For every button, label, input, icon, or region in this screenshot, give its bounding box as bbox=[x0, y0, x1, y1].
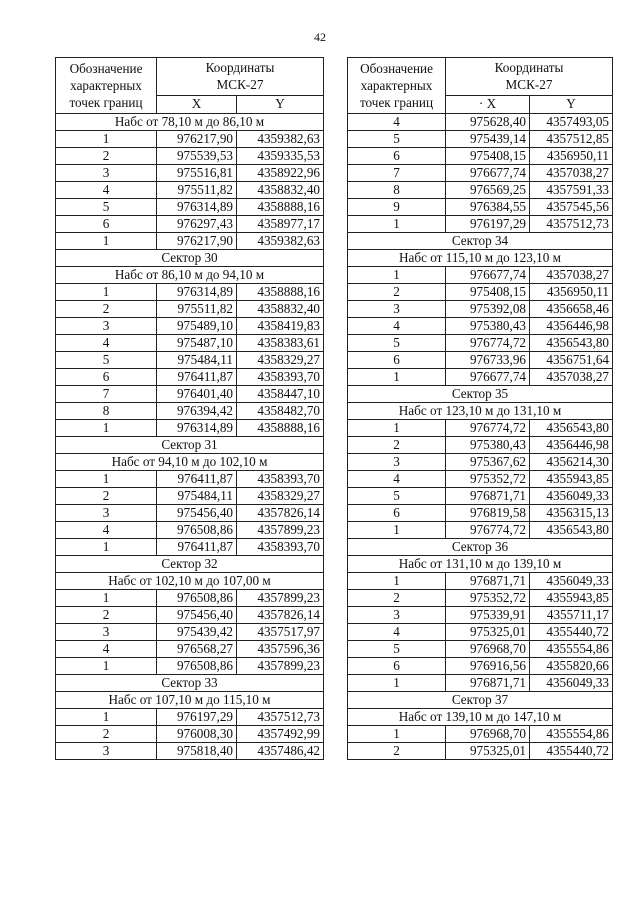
x-coordinate-cell: 975325,01 bbox=[446, 743, 530, 760]
x-coordinate-cell: 976008,30 bbox=[157, 726, 237, 743]
y-coordinate-cell: 4357492,99 bbox=[237, 726, 324, 743]
section-label: Сектор 33 bbox=[56, 675, 324, 692]
x-coordinate-cell: 976394,42 bbox=[157, 403, 237, 420]
point-number-cell: 4 bbox=[56, 182, 157, 199]
x-coordinate-cell: 975489,10 bbox=[157, 318, 237, 335]
table-row bbox=[56, 726, 324, 743]
y-coordinate-cell: 4358888,16 bbox=[237, 284, 324, 301]
y-axis-header: Y bbox=[530, 95, 613, 113]
x-coordinate-cell: 976677,74 bbox=[446, 369, 530, 386]
y-coordinate-cell: 4357512,73 bbox=[237, 709, 324, 726]
section-label: Сектор 36 bbox=[348, 539, 613, 556]
y-coordinate-cell: 4359382,63 bbox=[237, 131, 324, 148]
y-coordinate-cell: 4356446,98 bbox=[530, 318, 613, 335]
section-label: Сектор 31 bbox=[56, 437, 324, 454]
y-coordinate-cell: 4357486,42 bbox=[237, 743, 324, 760]
point-number-cell: 1 bbox=[56, 284, 157, 301]
y-coordinate-cell: 4356658,46 bbox=[530, 301, 613, 318]
coordinates-table-left bbox=[55, 57, 324, 760]
y-coordinate-cell: 4358329,27 bbox=[237, 488, 324, 505]
section-row bbox=[348, 250, 613, 267]
x-coordinate-cell: 976774,72 bbox=[446, 522, 530, 539]
x-coordinate-cell: 975511,82 bbox=[157, 301, 237, 318]
section-label: Сектор 34 bbox=[348, 233, 613, 250]
point-number-cell: 3 bbox=[56, 624, 157, 641]
x-coordinate-cell: 976677,74 bbox=[446, 165, 530, 182]
x-coordinate-cell: 975352,72 bbox=[446, 590, 530, 607]
y-coordinate-cell: 4359382,63 bbox=[237, 233, 324, 250]
y-coordinate-cell: 4356446,98 bbox=[530, 437, 613, 454]
table-row bbox=[56, 505, 324, 522]
section-row bbox=[348, 403, 613, 420]
x-coordinate-cell: 976384,55 bbox=[446, 199, 530, 216]
x-coordinate-cell: 975408,15 bbox=[446, 284, 530, 301]
x-coordinate-cell: 975367,62 bbox=[446, 454, 530, 471]
x-coordinate-cell: 975511,82 bbox=[157, 182, 237, 199]
point-number-cell: 1 bbox=[56, 131, 157, 148]
point-number-cell: 5 bbox=[56, 352, 157, 369]
x-coordinate-cell: 976677,74 bbox=[446, 267, 530, 284]
y-coordinate-cell: 4358922,96 bbox=[237, 165, 324, 182]
x-coordinate-cell: 975339,91 bbox=[446, 607, 530, 624]
y-coordinate-cell: 4356543,80 bbox=[530, 335, 613, 352]
point-number-cell: 1 bbox=[348, 267, 446, 284]
point-number-cell: 1 bbox=[348, 522, 446, 539]
point-number-cell: 2 bbox=[56, 301, 157, 318]
point-number-cell: 4 bbox=[348, 624, 446, 641]
section-row bbox=[348, 539, 613, 556]
y-coordinate-cell: 4358888,16 bbox=[237, 199, 324, 216]
y-coordinate-cell: 4356751,64 bbox=[530, 352, 613, 369]
x-coordinate-cell: 975456,40 bbox=[157, 607, 237, 624]
table-row bbox=[56, 641, 324, 658]
y-coordinate-cell: 4357517,97 bbox=[237, 624, 324, 641]
point-number-cell: 1 bbox=[56, 658, 157, 675]
table-row bbox=[348, 182, 613, 199]
section-row bbox=[56, 675, 324, 692]
table-row bbox=[348, 641, 613, 658]
x-coordinate-cell: 976871,71 bbox=[446, 488, 530, 505]
point-number-cell: 4 bbox=[348, 318, 446, 335]
x-coordinate-cell: 976968,70 bbox=[446, 726, 530, 743]
designation-header: Обозначение характерных точек границ bbox=[56, 58, 157, 114]
table-row bbox=[348, 522, 613, 539]
x-coordinate-cell: 976733,96 bbox=[446, 352, 530, 369]
section-row bbox=[348, 709, 613, 726]
table-row bbox=[348, 216, 613, 233]
table-row bbox=[56, 352, 324, 369]
y-coordinate-cell: 4357038,27 bbox=[530, 165, 613, 182]
table-row bbox=[56, 233, 324, 250]
table-row bbox=[56, 335, 324, 352]
point-number-cell: 5 bbox=[348, 641, 446, 658]
section-row bbox=[56, 267, 324, 284]
x-coordinate-cell: 975325,01 bbox=[446, 624, 530, 641]
point-number-cell: 6 bbox=[348, 148, 446, 165]
y-coordinate-cell: 4356315,13 bbox=[530, 505, 613, 522]
point-number-cell: 2 bbox=[348, 590, 446, 607]
x-coordinate-cell: 975484,11 bbox=[157, 488, 237, 505]
x-coordinate-cell: 975380,43 bbox=[446, 437, 530, 454]
section-row bbox=[348, 386, 613, 403]
x-coordinate-cell: 976968,70 bbox=[446, 641, 530, 658]
table-row bbox=[348, 301, 613, 318]
x-coordinate-cell: 975392,08 bbox=[446, 301, 530, 318]
y-coordinate-cell: 4356049,33 bbox=[530, 488, 613, 505]
table-row bbox=[56, 301, 324, 318]
section-label: Набс от 107,10 м до 115,10 м bbox=[56, 692, 324, 709]
point-number-cell: 1 bbox=[56, 709, 157, 726]
x-coordinate-cell: 976508,86 bbox=[157, 658, 237, 675]
table-row bbox=[56, 165, 324, 182]
table-row bbox=[348, 675, 613, 692]
y-coordinate-cell: 4357826,14 bbox=[237, 607, 324, 624]
point-number-cell: 2 bbox=[348, 284, 446, 301]
section-label: Набс от 94,10 м до 102,10 м bbox=[56, 454, 324, 471]
table-row bbox=[56, 658, 324, 675]
table-row bbox=[56, 369, 324, 386]
point-number-cell: 9 bbox=[348, 199, 446, 216]
section-label: Сектор 32 bbox=[56, 556, 324, 573]
point-number-cell: 1 bbox=[348, 216, 446, 233]
point-number-cell: 1 bbox=[348, 369, 446, 386]
section-row bbox=[56, 250, 324, 267]
section-label: Набс от 78,10 м до 86,10 м bbox=[56, 114, 324, 131]
table-row bbox=[348, 624, 613, 641]
x-coordinate-cell: 975818,40 bbox=[157, 743, 237, 760]
x-coordinate-cell: 976197,29 bbox=[157, 709, 237, 726]
point-number-cell: 2 bbox=[56, 726, 157, 743]
point-number-cell: 5 bbox=[348, 131, 446, 148]
y-coordinate-cell: 4357493,05 bbox=[530, 114, 613, 131]
coordinate-system-header: Координаты МСК-27 bbox=[157, 58, 324, 96]
table-row bbox=[56, 216, 324, 233]
x-coordinate-cell: 975408,15 bbox=[446, 148, 530, 165]
table-row bbox=[56, 318, 324, 335]
y-coordinate-cell: 4356950,11 bbox=[530, 284, 613, 301]
x-coordinate-cell: 976411,87 bbox=[157, 369, 237, 386]
x-coordinate-cell: 976314,89 bbox=[157, 420, 237, 437]
y-coordinate-cell: 4357899,23 bbox=[237, 590, 324, 607]
table-row bbox=[348, 505, 613, 522]
point-number-cell: 3 bbox=[56, 165, 157, 182]
point-number-cell: 1 bbox=[56, 590, 157, 607]
section-row bbox=[56, 556, 324, 573]
point-number-cell: 3 bbox=[348, 301, 446, 318]
table-row bbox=[56, 709, 324, 726]
point-number-cell: 6 bbox=[56, 216, 157, 233]
y-coordinate-cell: 4355554,86 bbox=[530, 641, 613, 658]
y-coordinate-cell: 4358393,70 bbox=[237, 369, 324, 386]
y-coordinate-cell: 4358832,40 bbox=[237, 301, 324, 318]
table-body bbox=[56, 114, 324, 760]
y-coordinate-cell: 4358977,17 bbox=[237, 216, 324, 233]
section-label: Набс от 86,10 м до 94,10 м bbox=[56, 267, 324, 284]
section-row bbox=[348, 692, 613, 709]
point-number-cell: 8 bbox=[348, 182, 446, 199]
point-number-cell: 5 bbox=[348, 335, 446, 352]
y-coordinate-cell: 4356950,11 bbox=[530, 148, 613, 165]
y-coordinate-cell: 4355943,85 bbox=[530, 471, 613, 488]
y-coordinate-cell: 4355554,86 bbox=[530, 726, 613, 743]
table-row bbox=[56, 131, 324, 148]
table-row bbox=[348, 131, 613, 148]
y-coordinate-cell: 4357899,23 bbox=[237, 522, 324, 539]
point-number-cell: 1 bbox=[56, 233, 157, 250]
section-row bbox=[56, 692, 324, 709]
section-label: Сектор 30 bbox=[56, 250, 324, 267]
table-row bbox=[348, 590, 613, 607]
point-number-cell: 1 bbox=[56, 539, 157, 556]
table-row bbox=[56, 488, 324, 505]
x-coordinate-cell: 975380,43 bbox=[446, 318, 530, 335]
table-row bbox=[348, 369, 613, 386]
y-coordinate-cell: 4355943,85 bbox=[530, 590, 613, 607]
y-coordinate-cell: 4358482,70 bbox=[237, 403, 324, 420]
table-row bbox=[348, 471, 613, 488]
section-label: Набс от 131,10 м до 139,10 м bbox=[348, 556, 613, 573]
x-coordinate-cell: 975439,14 bbox=[446, 131, 530, 148]
x-coordinate-cell: 975439,42 bbox=[157, 624, 237, 641]
table-row bbox=[348, 284, 613, 301]
x-coordinate-cell: 976217,90 bbox=[157, 233, 237, 250]
y-coordinate-cell: 4356543,80 bbox=[530, 420, 613, 437]
y-coordinate-cell: 4358383,61 bbox=[237, 335, 324, 352]
x-coordinate-cell: 975539,53 bbox=[157, 148, 237, 165]
table-row bbox=[348, 114, 613, 131]
designation-header: Обозначение характерных точек границ bbox=[348, 58, 446, 114]
point-number-cell: 4 bbox=[56, 641, 157, 658]
point-number-cell: 1 bbox=[348, 726, 446, 743]
x-coordinate-cell: 975352,72 bbox=[446, 471, 530, 488]
y-coordinate-cell: 4358393,70 bbox=[237, 539, 324, 556]
table-row bbox=[348, 199, 613, 216]
x-coordinate-cell: 976871,71 bbox=[446, 573, 530, 590]
point-number-cell: 2 bbox=[56, 607, 157, 624]
x-axis-header: · X bbox=[446, 95, 530, 113]
table-row bbox=[348, 318, 613, 335]
point-number-cell: 3 bbox=[348, 607, 446, 624]
table-row bbox=[56, 182, 324, 199]
table-row bbox=[348, 658, 613, 675]
table-row bbox=[348, 488, 613, 505]
x-coordinate-cell: 975628,40 bbox=[446, 114, 530, 131]
x-coordinate-cell: 976871,71 bbox=[446, 675, 530, 692]
section-label: Набс от 139,10 м до 147,10 м bbox=[348, 709, 613, 726]
section-label: Сектор 37 bbox=[348, 692, 613, 709]
y-coordinate-cell: 4357512,85 bbox=[530, 131, 613, 148]
point-number-cell: 1 bbox=[56, 420, 157, 437]
point-number-cell: 3 bbox=[348, 454, 446, 471]
point-number-cell: 7 bbox=[348, 165, 446, 182]
page-number: 42 bbox=[314, 30, 326, 44]
point-number-cell: 2 bbox=[348, 743, 446, 760]
table-row bbox=[56, 148, 324, 165]
section-label: Набс от 123,10 м до 131,10 м bbox=[348, 403, 613, 420]
point-number-cell: 7 bbox=[56, 386, 157, 403]
table-row bbox=[348, 454, 613, 471]
y-coordinate-cell: 4357545,56 bbox=[530, 199, 613, 216]
point-number-cell: 6 bbox=[348, 658, 446, 675]
table-row bbox=[348, 165, 613, 182]
section-row bbox=[56, 573, 324, 590]
point-number-cell: 5 bbox=[56, 199, 157, 216]
section-row bbox=[56, 114, 324, 131]
section-label: Набс от 102,10 м до 107,00 м bbox=[56, 573, 324, 590]
x-coordinate-cell: 976297,43 bbox=[157, 216, 237, 233]
y-coordinate-cell: 4356049,33 bbox=[530, 573, 613, 590]
point-number-cell: 1 bbox=[348, 573, 446, 590]
point-number-cell: 1 bbox=[348, 675, 446, 692]
y-coordinate-cell: 4355440,72 bbox=[530, 624, 613, 641]
section-row bbox=[348, 233, 613, 250]
table-row bbox=[56, 403, 324, 420]
table-row bbox=[56, 624, 324, 641]
table-row bbox=[348, 607, 613, 624]
y-axis-header: Y bbox=[237, 95, 324, 113]
point-number-cell: 6 bbox=[348, 505, 446, 522]
point-number-cell: 4 bbox=[348, 471, 446, 488]
point-number-cell: 1 bbox=[348, 420, 446, 437]
x-axis-header: X bbox=[157, 95, 237, 113]
x-coordinate-cell: 976314,89 bbox=[157, 284, 237, 301]
table-row bbox=[348, 352, 613, 369]
x-coordinate-cell: 976508,86 bbox=[157, 590, 237, 607]
y-coordinate-cell: 4356049,33 bbox=[530, 675, 613, 692]
y-coordinate-cell: 4358419,83 bbox=[237, 318, 324, 335]
section-label: Сектор 35 bbox=[348, 386, 613, 403]
x-coordinate-cell: 976314,89 bbox=[157, 199, 237, 216]
x-coordinate-cell: 976569,25 bbox=[446, 182, 530, 199]
table-row bbox=[348, 743, 613, 760]
point-number-cell: 4 bbox=[56, 522, 157, 539]
y-coordinate-cell: 4358393,70 bbox=[237, 471, 324, 488]
point-number-cell: 3 bbox=[56, 505, 157, 522]
point-number-cell: 3 bbox=[56, 318, 157, 335]
point-number-cell: 2 bbox=[56, 148, 157, 165]
y-coordinate-cell: 4357512,73 bbox=[530, 216, 613, 233]
y-coordinate-cell: 4357038,27 bbox=[530, 267, 613, 284]
coordinate-system-header: Координаты МСК-27 bbox=[446, 58, 613, 96]
x-coordinate-cell: 976401,40 bbox=[157, 386, 237, 403]
y-coordinate-cell: 4355440,72 bbox=[530, 743, 613, 760]
table-row bbox=[56, 607, 324, 624]
y-coordinate-cell: 4359335,53 bbox=[237, 148, 324, 165]
table-row bbox=[348, 726, 613, 743]
section-row bbox=[348, 556, 613, 573]
table-row bbox=[56, 743, 324, 760]
section-row bbox=[56, 437, 324, 454]
table-row bbox=[56, 471, 324, 488]
y-coordinate-cell: 4355820,66 bbox=[530, 658, 613, 675]
x-coordinate-cell: 976217,90 bbox=[157, 131, 237, 148]
section-label: Набс от 115,10 м до 123,10 м bbox=[348, 250, 613, 267]
table-row bbox=[56, 522, 324, 539]
table-row bbox=[348, 335, 613, 352]
table-row bbox=[56, 199, 324, 216]
x-coordinate-cell: 976411,87 bbox=[157, 471, 237, 488]
y-coordinate-cell: 4357826,14 bbox=[237, 505, 324, 522]
y-coordinate-cell: 4356543,80 bbox=[530, 522, 613, 539]
x-coordinate-cell: 976774,72 bbox=[446, 335, 530, 352]
y-coordinate-cell: 4356214,30 bbox=[530, 454, 613, 471]
y-coordinate-cell: 4357596,36 bbox=[237, 641, 324, 658]
x-coordinate-cell: 976819,58 bbox=[446, 505, 530, 522]
y-coordinate-cell: 4358888,16 bbox=[237, 420, 324, 437]
point-number-cell: 3 bbox=[56, 743, 157, 760]
x-coordinate-cell: 976774,72 bbox=[446, 420, 530, 437]
point-number-cell: 5 bbox=[348, 488, 446, 505]
table-row bbox=[348, 437, 613, 454]
y-coordinate-cell: 4357038,27 bbox=[530, 369, 613, 386]
x-coordinate-cell: 975487,10 bbox=[157, 335, 237, 352]
coordinates-table-right bbox=[347, 57, 613, 760]
table-row bbox=[348, 267, 613, 284]
x-coordinate-cell: 976568,27 bbox=[157, 641, 237, 658]
x-coordinate-cell: 976411,87 bbox=[157, 539, 237, 556]
y-coordinate-cell: 4358447,10 bbox=[237, 386, 324, 403]
y-coordinate-cell: 4357591,33 bbox=[530, 182, 613, 199]
point-number-cell: 2 bbox=[348, 437, 446, 454]
point-number-cell: 4 bbox=[348, 114, 446, 131]
point-number-cell: 6 bbox=[56, 369, 157, 386]
x-coordinate-cell: 976916,56 bbox=[446, 658, 530, 675]
table-row bbox=[56, 386, 324, 403]
table-row bbox=[348, 148, 613, 165]
point-number-cell: 1 bbox=[56, 471, 157, 488]
table-row bbox=[348, 573, 613, 590]
point-number-cell: 8 bbox=[56, 403, 157, 420]
section-row bbox=[56, 454, 324, 471]
point-number-cell: 2 bbox=[56, 488, 157, 505]
table-row bbox=[348, 420, 613, 437]
x-coordinate-cell: 975516,81 bbox=[157, 165, 237, 182]
table-row bbox=[56, 420, 324, 437]
y-coordinate-cell: 4358832,40 bbox=[237, 182, 324, 199]
y-coordinate-cell: 4355711,17 bbox=[530, 607, 613, 624]
point-number-cell: 6 bbox=[348, 352, 446, 369]
x-coordinate-cell: 975484,11 bbox=[157, 352, 237, 369]
point-number-cell: 4 bbox=[56, 335, 157, 352]
table-row bbox=[56, 590, 324, 607]
x-coordinate-cell: 976508,86 bbox=[157, 522, 237, 539]
x-coordinate-cell: 976197,29 bbox=[446, 216, 530, 233]
table-row bbox=[56, 539, 324, 556]
y-coordinate-cell: 4357899,23 bbox=[237, 658, 324, 675]
table-body bbox=[348, 114, 613, 760]
x-coordinate-cell: 975456,40 bbox=[157, 505, 237, 522]
y-coordinate-cell: 4358329,27 bbox=[237, 352, 324, 369]
table-row bbox=[56, 284, 324, 301]
